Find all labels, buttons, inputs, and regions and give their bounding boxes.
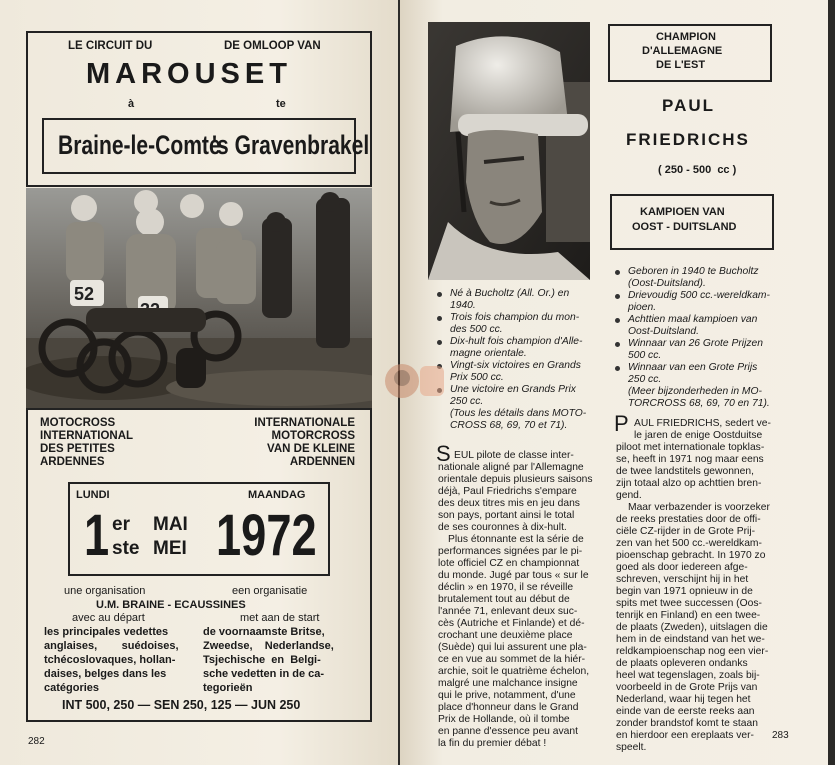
bullet-nl-line: Winnaar van 26 Grote Prijzen — [628, 338, 763, 349]
page-number-right: 283 — [772, 730, 789, 741]
header-fr-label: LE CIRCUIT DU — [68, 40, 153, 52]
article-nl-line: de plaats opleveren ondanks — [616, 658, 748, 669]
month-nl: MEI — [153, 538, 187, 559]
bullet-dot — [615, 342, 620, 347]
article-fr-line: crochant une deuxième place — [438, 630, 573, 641]
article-nl-line: gend. — [616, 490, 642, 501]
day-nl: MAANDAG — [248, 489, 306, 501]
riders-fr-line: tchécoslovaques, hollan- — [44, 654, 176, 666]
article-nl-line: ciële CZ-rijder in de Grote Prij- — [616, 526, 756, 537]
article-fr-line: place d'honneur dans le Grand — [438, 702, 579, 713]
bullet-nl-line: Drievoudig 500 cc.-wereldkam- — [628, 290, 770, 301]
bullet-fr-line: Né à Bucholtz (All. Or.) en — [450, 288, 570, 299]
article-fr-line: nationale aligné par l'Allemagne — [438, 462, 584, 473]
article-nl-line: reldkampioenschap nog een vier- — [616, 646, 769, 657]
start-nl-label: met aan de start — [240, 612, 320, 624]
bullet-fr-line: Une victoire en Grands Prix — [450, 384, 576, 395]
article-fr-line: Plus étonnante est la série de — [448, 534, 584, 545]
article-nl-line: se, heeft in 1971 nog maar eens — [616, 454, 764, 465]
article-nl-line: piloot met internationale topklas- — [616, 442, 765, 453]
start-fr-label: avec au départ — [72, 612, 145, 624]
riders-fr-line: catégories — [44, 682, 100, 694]
event-fr-line: ARDENNES — [40, 456, 105, 468]
bullet-nl-line: pioen. — [628, 302, 657, 313]
bullet-dot — [615, 318, 620, 323]
event-fr-line: INTERNATIONAL — [40, 430, 134, 442]
bullet-nl-line: 500 cc. — [628, 350, 662, 361]
article-fr-line: lote officiel CZ en championnat — [438, 558, 580, 569]
article-nl-line: speelt. — [616, 742, 647, 753]
bullet-dot — [437, 292, 442, 297]
riders-nl-line: sche vedetten in de ca- — [203, 668, 325, 680]
article-nl-line: heel wat tegenslagen, zoals bij- — [616, 670, 760, 681]
champion-nl-line: OOST - DUITSLAND — [632, 221, 737, 233]
riders-fr-line: daises, belges dans les — [44, 668, 167, 680]
article-nl-line: schreven, verschijnt hij in het — [616, 574, 749, 585]
article-nl-line: zen van het 500 cc.-wereldkam- — [616, 538, 762, 549]
article-nl-line: voorbeeld in de Grote Prijs van — [616, 682, 758, 693]
date-number: 1 — [84, 503, 110, 568]
article-nl-line: AUL FRIEDRICHS, sedert ve- — [634, 418, 771, 429]
bullet-dot — [437, 316, 442, 321]
article-fr-line: Prix de Hollande, où il tombe — [438, 714, 570, 725]
bullet-nl-line: (Meer bijzonderheden in MO- — [628, 386, 762, 397]
article-nl-line: zonder brandstof komt te staan — [616, 718, 758, 729]
article-fr-line: qui le prive, notamment, d'une — [438, 690, 576, 701]
article-nl-line: Maar verbazender is voorzeker — [628, 502, 770, 513]
portrait-drawing — [428, 22, 590, 280]
bullet-nl-line: Geboren in 1940 te Bucholtz — [628, 266, 759, 277]
bullet-dot — [615, 270, 620, 275]
article-nl-line: tenrijk en Finland) en een twee- — [616, 610, 761, 621]
rider-classes: ( 250 - 500 cc ) — [658, 164, 737, 176]
race-number-52: 52 — [74, 284, 95, 304]
article-fr-line: (Suède) qui lui assurent une pla- — [438, 642, 587, 653]
event-nl-line: MOTORCROSS — [271, 430, 355, 442]
article-nl-line: begin van 1971 opnieuw in de — [616, 586, 753, 597]
article-fr-line: ce en vue au sommet de la hiér- — [438, 654, 586, 665]
bullet-fr-line: CROSS 68, 69, 70 et 71). — [450, 420, 568, 431]
article-nl-line: de reeks prestaties door de offi- — [616, 514, 761, 525]
watermark-stamp — [382, 358, 448, 404]
article-fr-line: son pays, portant ainsi le total — [438, 510, 575, 521]
article-fr-line: cès (Autriche et Finlande) et dé- — [438, 618, 585, 629]
bullet-nl-line: TORCROSS 68, 69, 70 en 71). — [628, 398, 770, 409]
article-fr-line: du monde. Jugé par tous « sur le — [438, 570, 589, 581]
dropcap-fr: S — [436, 441, 451, 466]
article-fr-line: déjà, Paul Friedrichs s'empare — [438, 486, 577, 497]
article-fr-line: orientale depuis plusieurs saisons — [438, 474, 593, 485]
riders-nl-line: Tsjechische en Belgi- — [203, 654, 321, 666]
riders-nl-line: de voornaamste Britse, — [203, 626, 325, 638]
date-suffix-nl: ste — [112, 538, 140, 559]
champion-nl-line: KAMPIOEN VAN — [640, 206, 725, 218]
bullet-fr-line: 250 cc. — [450, 396, 484, 407]
rider-first-name: PAUL — [662, 96, 716, 115]
event-nl-line: INTERNATIONALE — [254, 417, 355, 429]
page-number-left: 282 — [28, 736, 45, 747]
day-fr: LUNDI — [76, 489, 110, 501]
article-nl-line: Nederland, waar hij tegen het — [616, 694, 751, 705]
bullet-dot — [615, 366, 620, 371]
header-nl-label: DE OMLOOP VAN — [224, 40, 321, 52]
riders-fr-line: anglaises, suédoises, — [44, 640, 179, 652]
org-nl-label: een organisatie — [232, 585, 308, 597]
article-fr-line: de ses couronnes à dix-hult. — [438, 522, 567, 533]
date-year: 1972 — [216, 503, 317, 568]
rider-portrait-photo — [428, 22, 590, 280]
article-nl-line: hem in de eindstand van het we- — [616, 634, 765, 645]
event-fr-line: MOTOCROSS — [40, 417, 116, 429]
bullet-dot — [437, 340, 442, 345]
champion-fr-line: DE L'EST — [656, 59, 706, 71]
race-photo-drawing — [26, 188, 372, 408]
rider-last-name: FRIEDRICHS — [626, 130, 750, 149]
date-suffix-fr: er — [112, 514, 130, 535]
bullet-nl-line: Achttien maal kampioen van — [628, 314, 758, 325]
bullet-nl-line: 250 cc. — [628, 374, 662, 385]
event-nl-line: VAN DE KLEINE — [267, 443, 355, 455]
bullet-fr-line: des 500 cc. — [450, 324, 503, 335]
motocross-race-photo — [26, 188, 372, 408]
article-fr-line: l'année 71, enlevant deux suc- — [438, 606, 578, 617]
right-page — [400, 0, 828, 765]
bullet-fr-line: 1940. — [450, 300, 476, 311]
org-fr-label: une organisation — [64, 585, 146, 597]
article-fr-line: en panne d'essence peu avant — [438, 726, 578, 737]
article-nl-line: zijn totaal alzo op achttien bren- — [616, 478, 762, 489]
prep-nl: te — [276, 98, 286, 110]
riders-nl-line: tegorieën — [203, 682, 253, 694]
article-nl-line: einde van de eerste reeks aan — [616, 706, 755, 717]
riders-nl-line: Zweedse, Nederlandse, — [203, 640, 334, 652]
bullet-fr-line: Vingt-six victoires en Grands — [450, 360, 581, 371]
article-fr-line: malgré une malchance insigne — [438, 678, 578, 689]
champion-fr-line: D'ALLEMAGNE — [642, 45, 723, 57]
article-nl-line: de plaats (Zweden), uitslagen die — [616, 622, 768, 633]
article-nl-line: spits met twee successen (Oos- — [616, 598, 762, 609]
month-fr: MAI — [153, 514, 188, 535]
article-fr-line: la fin du premier débat ! — [438, 738, 547, 749]
prep-fr: à — [128, 98, 135, 110]
article-fr-line: archie, soit le quatrième échelon, — [438, 666, 590, 677]
article-fr-line: des deux titres mis en jeu dans — [438, 498, 580, 509]
left-page — [0, 0, 398, 765]
article-nl-line: goed als door iedereen afge- — [616, 562, 748, 573]
bullet-nl-line: Winnaar van een Grote Prijs — [628, 362, 758, 373]
bullet-fr-line: magne orientale. — [450, 348, 527, 359]
place-fr: Braine-le-Comte — [58, 130, 221, 160]
article-nl-line: en hierdoor een ereplaats ver- — [616, 730, 754, 741]
article-fr-line: brutalement tout au début de — [438, 594, 570, 605]
race-classes: INT 500, 250 — SEN 250, 125 — JUN 250 — [62, 698, 301, 712]
bullet-fr-line: Dix-hult fois champion d'Alle- — [450, 336, 583, 347]
article-fr-line: EUL pilote de classe inter- — [454, 450, 574, 461]
event-fr-line: DES PETITES — [40, 443, 115, 455]
circuit-name: MAROUSET — [86, 58, 292, 90]
article-nl-line: le jaren de enige Oostduitse — [634, 430, 763, 441]
watermark-logo-icon — [382, 358, 448, 404]
bullet-nl-line: Oost-Duitsland. — [628, 326, 699, 337]
champion-fr-line: CHAMPION — [656, 31, 716, 43]
bullet-fr-line: (Tous les détails dans MOTO- — [450, 408, 587, 419]
place-nl: 's Gravenbrakel — [212, 130, 370, 160]
dropcap-nl: P — [614, 411, 629, 436]
event-nl-line: ARDENNEN — [289, 456, 355, 468]
bullet-fr-line: Trois fois champion du mon- — [450, 312, 580, 323]
bullet-nl-line: (Oost-Duitsland). — [628, 278, 706, 289]
riders-fr-line: les principales vedettes — [44, 626, 169, 638]
org-club: U.M. BRAINE - ECAUSSINES — [96, 599, 246, 611]
article-fr-line: déclin » en 1970, il se réveille — [438, 582, 574, 593]
bullet-dot — [615, 294, 620, 299]
bullet-fr-line: Prix 500 cc. — [450, 372, 504, 383]
article-nl-line: de twee landstitels gewonnen, — [616, 466, 754, 477]
article-fr-line: performances signées par le pi- — [438, 546, 583, 557]
article-nl-line: pioenschap gebracht. In 1970 zo — [616, 550, 766, 561]
